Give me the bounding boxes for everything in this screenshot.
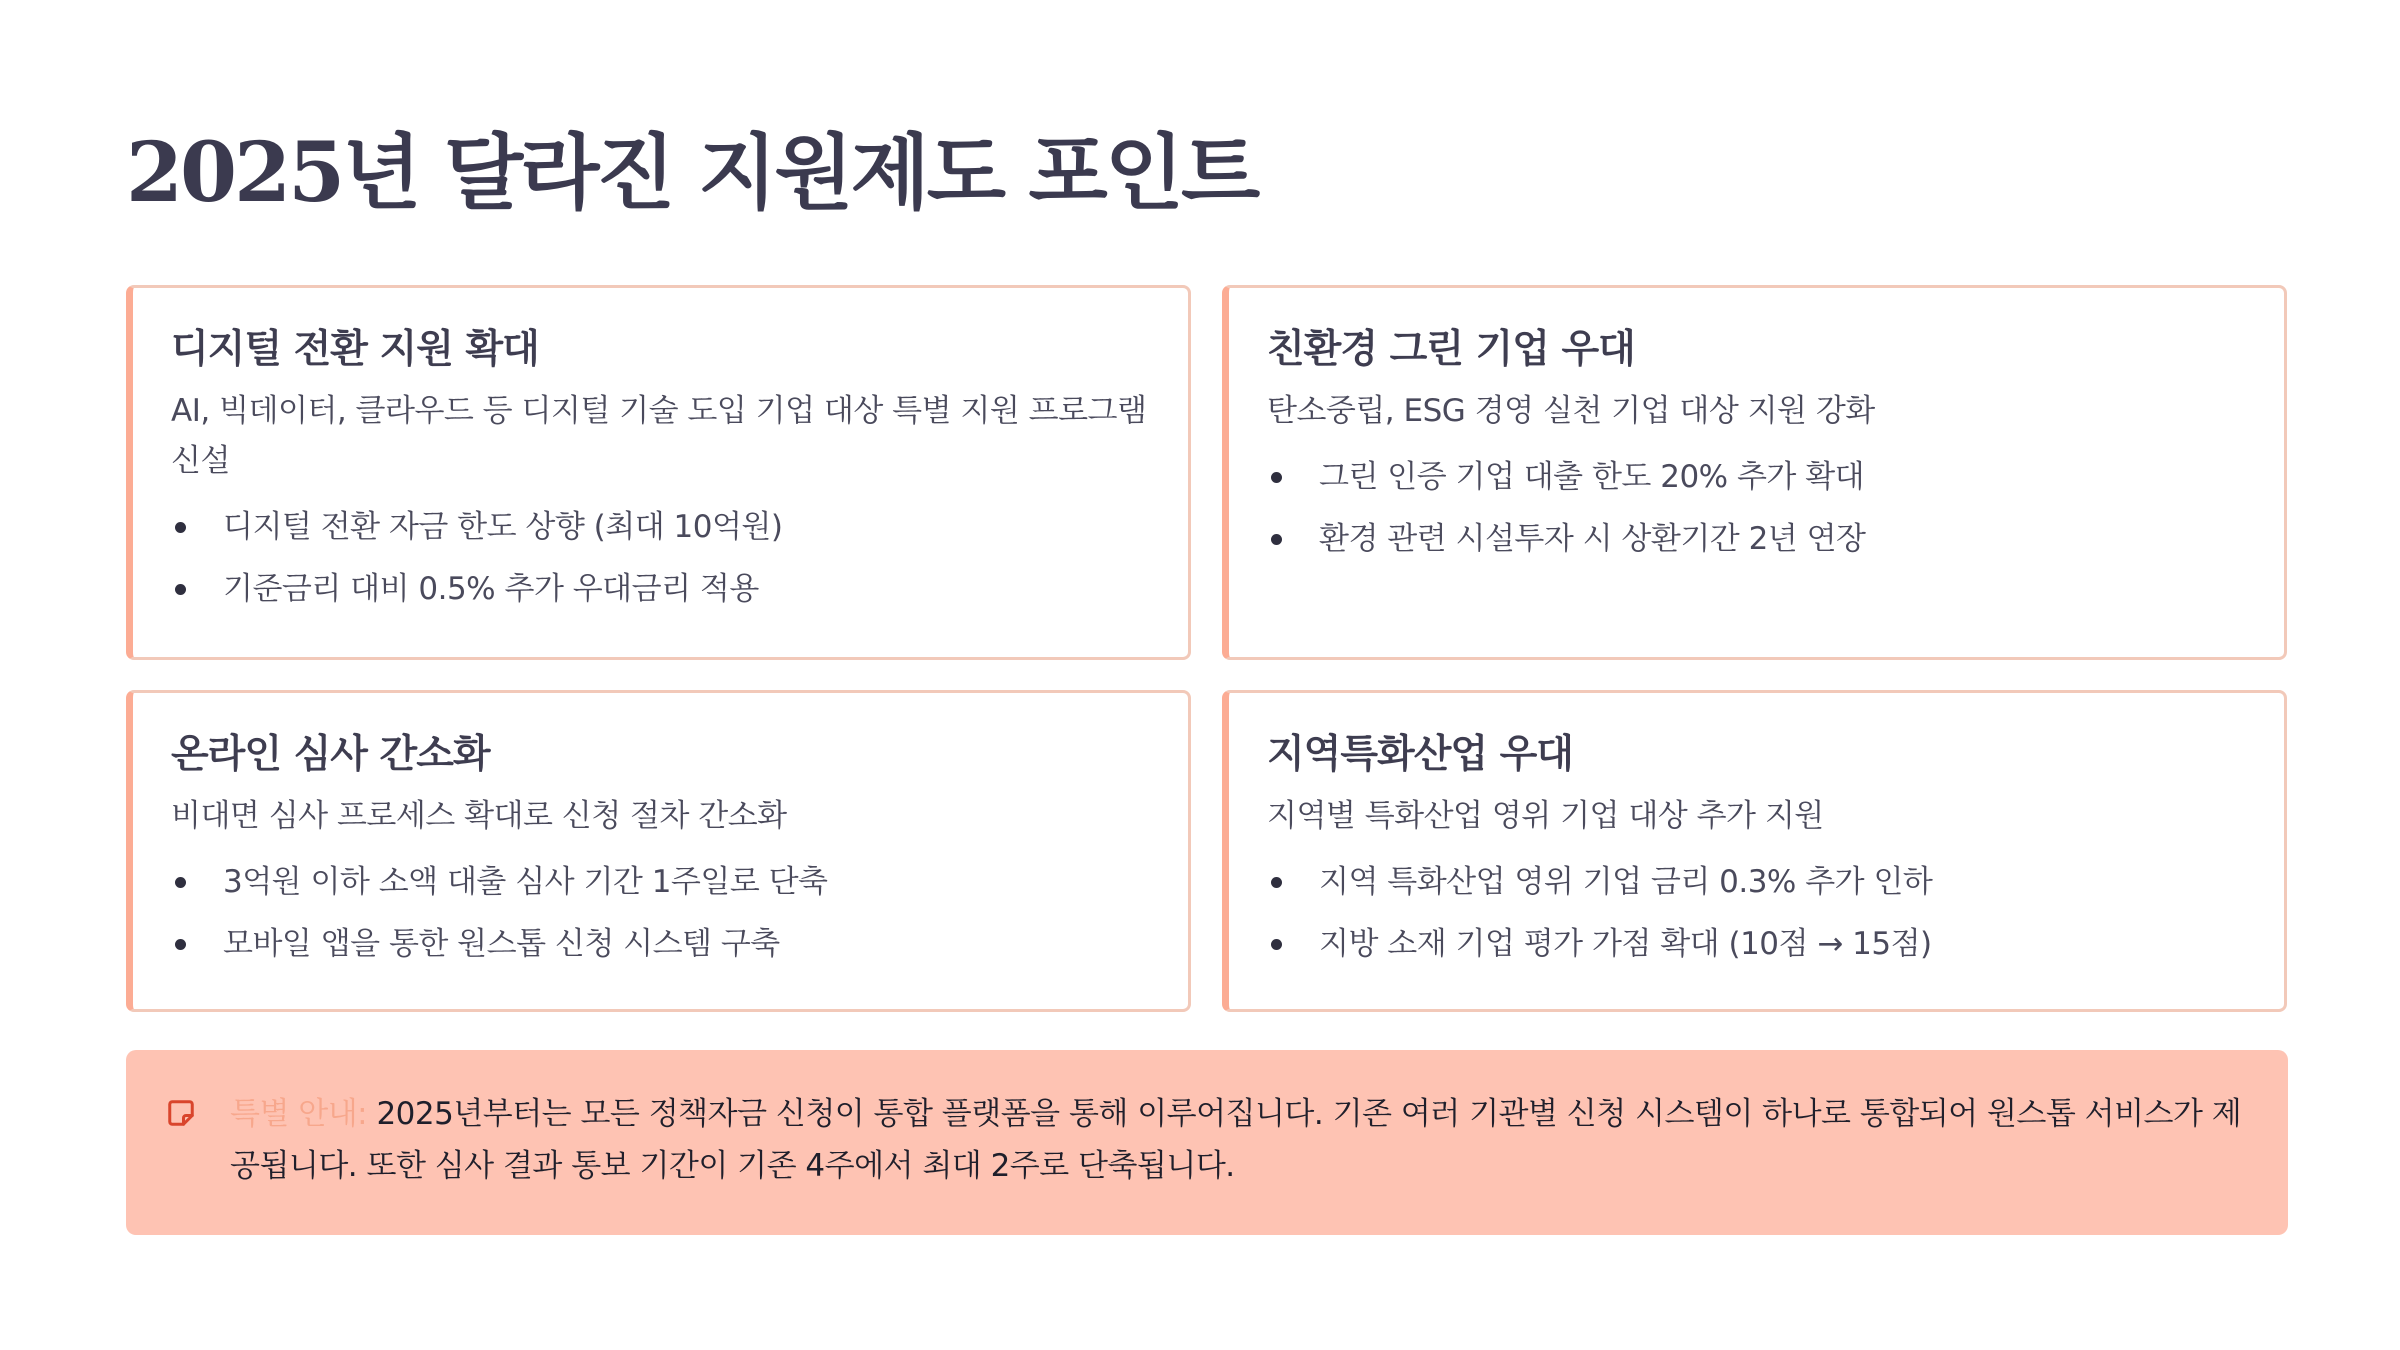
sticky-note-icon <box>166 1098 196 1128</box>
card-green-company <box>1222 285 2287 660</box>
card-bullet-list <box>171 496 1148 620</box>
list-item-text: 지방 소재 기업 평가 가점 확대 (10점 → 15점) <box>1319 926 1932 962</box>
card-bullet-list <box>1267 851 2244 975</box>
card-description: 탄소중립, ESG 경영 실천 기업 대상 지원 강화 <box>1267 393 1875 429</box>
bullet-icon <box>175 939 186 950</box>
bullet-icon <box>1271 877 1282 888</box>
notice-label: 특별 안내: <box>230 1096 368 1132</box>
card-title: 디지털 전환 지원 확대 <box>171 327 539 372</box>
card-title: 온라인 심사 간소화 <box>171 732 490 777</box>
list-item-text: 지역 특화산업 영위 기업 금리 0.3% 추가 인하 <box>1319 864 1933 900</box>
bullet-icon <box>175 877 186 888</box>
list-item-text: 그린 인증 기업 대출 한도 20% 추가 확대 <box>1319 459 1865 495</box>
list-item <box>1267 446 2244 508</box>
list-item <box>171 851 1148 913</box>
list-item-text: 3억원 이하 소액 대출 심사 기간 1주일로 단축 <box>223 864 828 900</box>
card-bullet-list <box>1267 446 2244 570</box>
list-item-text: 디지털 전환 자금 한도 상향 (최대 10억원) <box>223 509 783 545</box>
card-digital-transformation <box>126 285 1191 660</box>
special-notice-box <box>126 1050 2288 1235</box>
list-item <box>1267 851 2244 913</box>
bullet-icon <box>175 522 186 533</box>
bullet-icon <box>1271 534 1282 545</box>
card-description: 지역별 특화산업 영위 기업 대상 추가 지원 <box>1267 798 1824 834</box>
bullet-icon <box>1271 939 1282 950</box>
card-description: AI, 빅데이터, 클라우드 등 디지털 기술 도입 기업 대상 특별 지원 프로그램 신설 <box>171 393 1147 479</box>
page-title: 2025년 달라진 지원제도 포인트 <box>126 125 1258 221</box>
list-item-text: 환경 관련 시설투자 시 상환기간 2년 연장 <box>1319 521 1866 557</box>
notice-text: 2025년부터는 모든 정책자금 신청이 통합 플랫폼을 통해 이루어집니다. 기존 여러 기관별 신청 시스템이 하나로 통합되어 원스톱 서비스가 제공됩니다. 또한 심사 결과 통보 기간이 기존 4주에서 최대 2주로 단축됩니다. <box>230 1096 2242 1184</box>
bullet-icon <box>175 584 186 595</box>
list-item <box>1267 913 2244 975</box>
card-description: 비대면 심사 프로세스 확대로 신청 절차 간소화 <box>171 798 787 834</box>
bullet-icon <box>1271 472 1282 483</box>
card-title: 친환경 그린 기업 우대 <box>1267 327 1635 372</box>
card-title: 지역특화산업 우대 <box>1267 732 1573 777</box>
card-bullet-list <box>171 851 1148 975</box>
list-item <box>1267 508 2244 570</box>
card-online-review <box>126 690 1191 1012</box>
list-item-text: 모바일 앱을 통한 원스톱 신청 시스템 구축 <box>223 926 780 962</box>
card-regional-industry <box>1222 690 2287 1012</box>
list-item <box>171 496 1148 558</box>
list-item <box>171 913 1148 975</box>
list-item-text: 기준금리 대비 0.5% 추가 우대금리 적용 <box>223 571 759 607</box>
list-item <box>171 558 1148 620</box>
